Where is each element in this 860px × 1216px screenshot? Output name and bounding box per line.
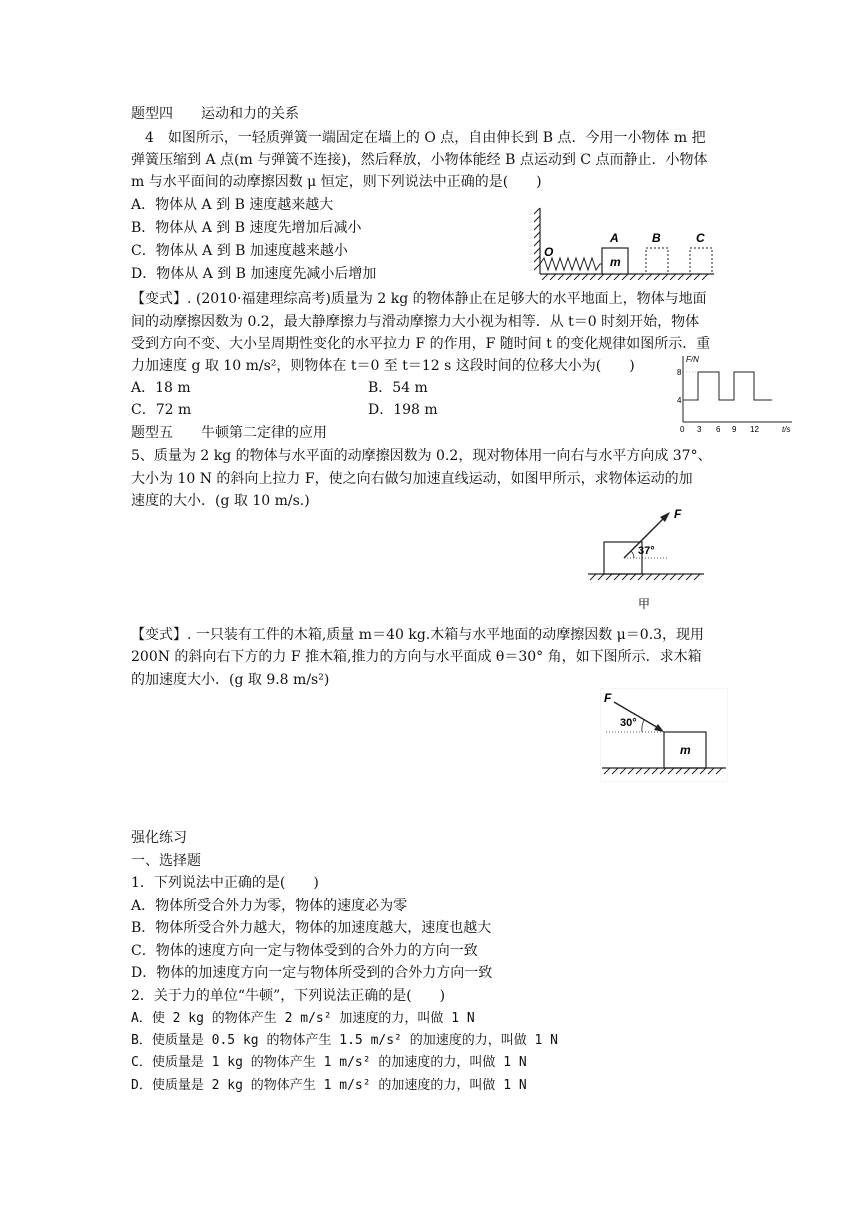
variant2-line3: 的加速度大小．(g 取 9.8 m/s²) <box>131 672 330 688</box>
practice-subheading: 一、选择题 <box>131 853 201 869</box>
q4-line1: 4 如图所示，一轻质弹簧一端固定在墙上的 O 点，自由伸长到 B 点．今用一小物体 m 把 <box>131 130 706 146</box>
figure-jia <box>588 502 706 614</box>
label-a: A <box>610 231 619 245</box>
spring <box>540 258 602 270</box>
practice-heading: 强化练习 <box>131 830 187 846</box>
jia-angle-label: 37° <box>638 545 655 557</box>
section4-heading: 题型四 运动和力的关系 <box>131 106 299 122</box>
spring-figure <box>534 204 718 280</box>
variant1-option-a: A．18 m <box>131 380 191 396</box>
practice-q2-option-a: A．使 2 kg 的物体产生 2 m/s² 加速度的力，叫做 1 N <box>131 1011 475 1026</box>
chart-x-label: t/s <box>782 425 791 434</box>
chart-x-tick-9: 9 <box>732 425 737 434</box>
variant1-line4: 力加速度 g 取 10 m/s²，则物体在 t＝0 至 t＝12 s 这段时间的位移大小为( ) <box>131 358 635 374</box>
practice-q2-option-b: B．使质量是 0.5 kg 的物体产生 1.5 m/s² 的加速度的力，叫做 1 N <box>131 1033 559 1048</box>
chart-x-tick-0: 0 <box>680 425 685 434</box>
variant2-line1: 【变式】. 一只装有工件的木箱,质量 m＝40 kg.木箱与水平地面的动摩擦因数 μ＝0.3，现用 <box>131 627 705 643</box>
push-figure <box>600 688 728 782</box>
jia-caption: 甲 <box>638 597 651 611</box>
practice-q2-option-c: C．使质量是 1 kg 的物体产生 1 m/s² 的加速度的力，叫做 1 N <box>131 1055 527 1070</box>
label-o: O <box>544 245 554 259</box>
q4-line3: m 与水平面间的动摩擦因数 μ 恒定，则下列说法中正确的是( ) <box>131 174 542 190</box>
chart-x-tick-12: 12 <box>750 425 759 434</box>
practice-q1: 1．下列说法中正确的是( ) <box>131 875 319 891</box>
label-m: m <box>610 255 621 269</box>
label-c: C <box>696 231 705 245</box>
variant1-option-b: B．54 m <box>368 380 428 396</box>
chart-x-tick-3: 3 <box>697 425 702 434</box>
jia-force-label: F <box>674 507 682 521</box>
practice-q1-option-d: D．物体的加速度方向一定与物体所受到的合外力方向一致 <box>131 965 493 981</box>
q4-option-a: A．物体从 A 到 B 速度越来越大 <box>131 197 334 213</box>
variant2-line2: 200N 的斜向右下方的力 F 推木箱,推力的方向与水平面成 θ＝30° 角，如下图所示．求木箱 <box>131 649 702 665</box>
q4-line2: 弹簧压缩到 A 点(m 与弹簧不连接)，然后释放，小物体能经 B 点运动到 C 点而静止．小物体 <box>131 152 708 168</box>
q5-line1: 5、质量为 2 kg 的物体与水平面的动摩擦因数为 0.2，现对物体用一向右与水平方向成 37°、 <box>131 448 712 464</box>
practice-q1-option-b: B．物体所受合外力越大，物体的加速度越大，速度也越大 <box>131 920 492 936</box>
q4-option-d: D．物体从 A 到 B 加速度先减小后增加 <box>131 266 377 282</box>
practice-q1-option-a: A．物体所受合外力为零，物体的速度必为零 <box>131 898 408 914</box>
chart-y-tick-8: 8 <box>677 368 682 377</box>
push-force-label: F <box>604 691 612 705</box>
q4-option-c: C．物体从 A 到 B 加速度越来越小 <box>131 243 348 259</box>
variant1-line3: 受到方向不变、大小呈周期性变化的水平拉力 F 的作用，F 随时间 t 的变化规律如图所示．重 <box>131 336 711 352</box>
label-b: B <box>652 231 661 245</box>
q4-option-b: B．物体从 A 到 B 速度先增加后减小 <box>131 220 362 236</box>
variant1-option-c: C．72 m <box>131 402 192 418</box>
practice-q2: 2．关于力的单位“牛顿”，下列说法正确的是( ) <box>131 988 446 1004</box>
chart-y-label: F/N <box>686 355 699 364</box>
push-mass-label: m <box>680 743 691 757</box>
force-time-chart <box>674 352 796 440</box>
variant1-option-d: D．198 m <box>368 402 438 418</box>
q5-line3: 速度的大小．(g 取 10 m/s.) <box>131 493 310 509</box>
chart-y-tick-4: 4 <box>677 396 682 405</box>
variant1-line2: 间的动摩擦因数为 0.2，最大静摩擦力与滑动摩擦力大小视为相等．从 t＝0 时刻开始，物体 <box>131 314 700 330</box>
practice-q2-option-d: D．使质量是 2 kg 的物体产生 1 m/s² 的加速度的力，叫做 1 N <box>131 1078 527 1093</box>
chart-x-tick-6: 6 <box>716 425 721 434</box>
q5-line2: 大小为 10 N 的斜向上拉力 F，使之向右做匀加速直线运动，如图甲所示，求物体运动的加 <box>131 471 693 487</box>
practice-q1-option-c: C．物体的速度方向一定与物体受到的合外力的方向一致 <box>131 943 478 959</box>
section5-heading: 题型五 牛顿第二定律的应用 <box>131 425 327 441</box>
push-angle-label: 30° <box>620 717 637 729</box>
variant1-line1: 【变式】. (2010·福建理综高考)质量为 2 kg 的物体静止在足够大的水平地面上，物体与地面 <box>131 291 707 307</box>
